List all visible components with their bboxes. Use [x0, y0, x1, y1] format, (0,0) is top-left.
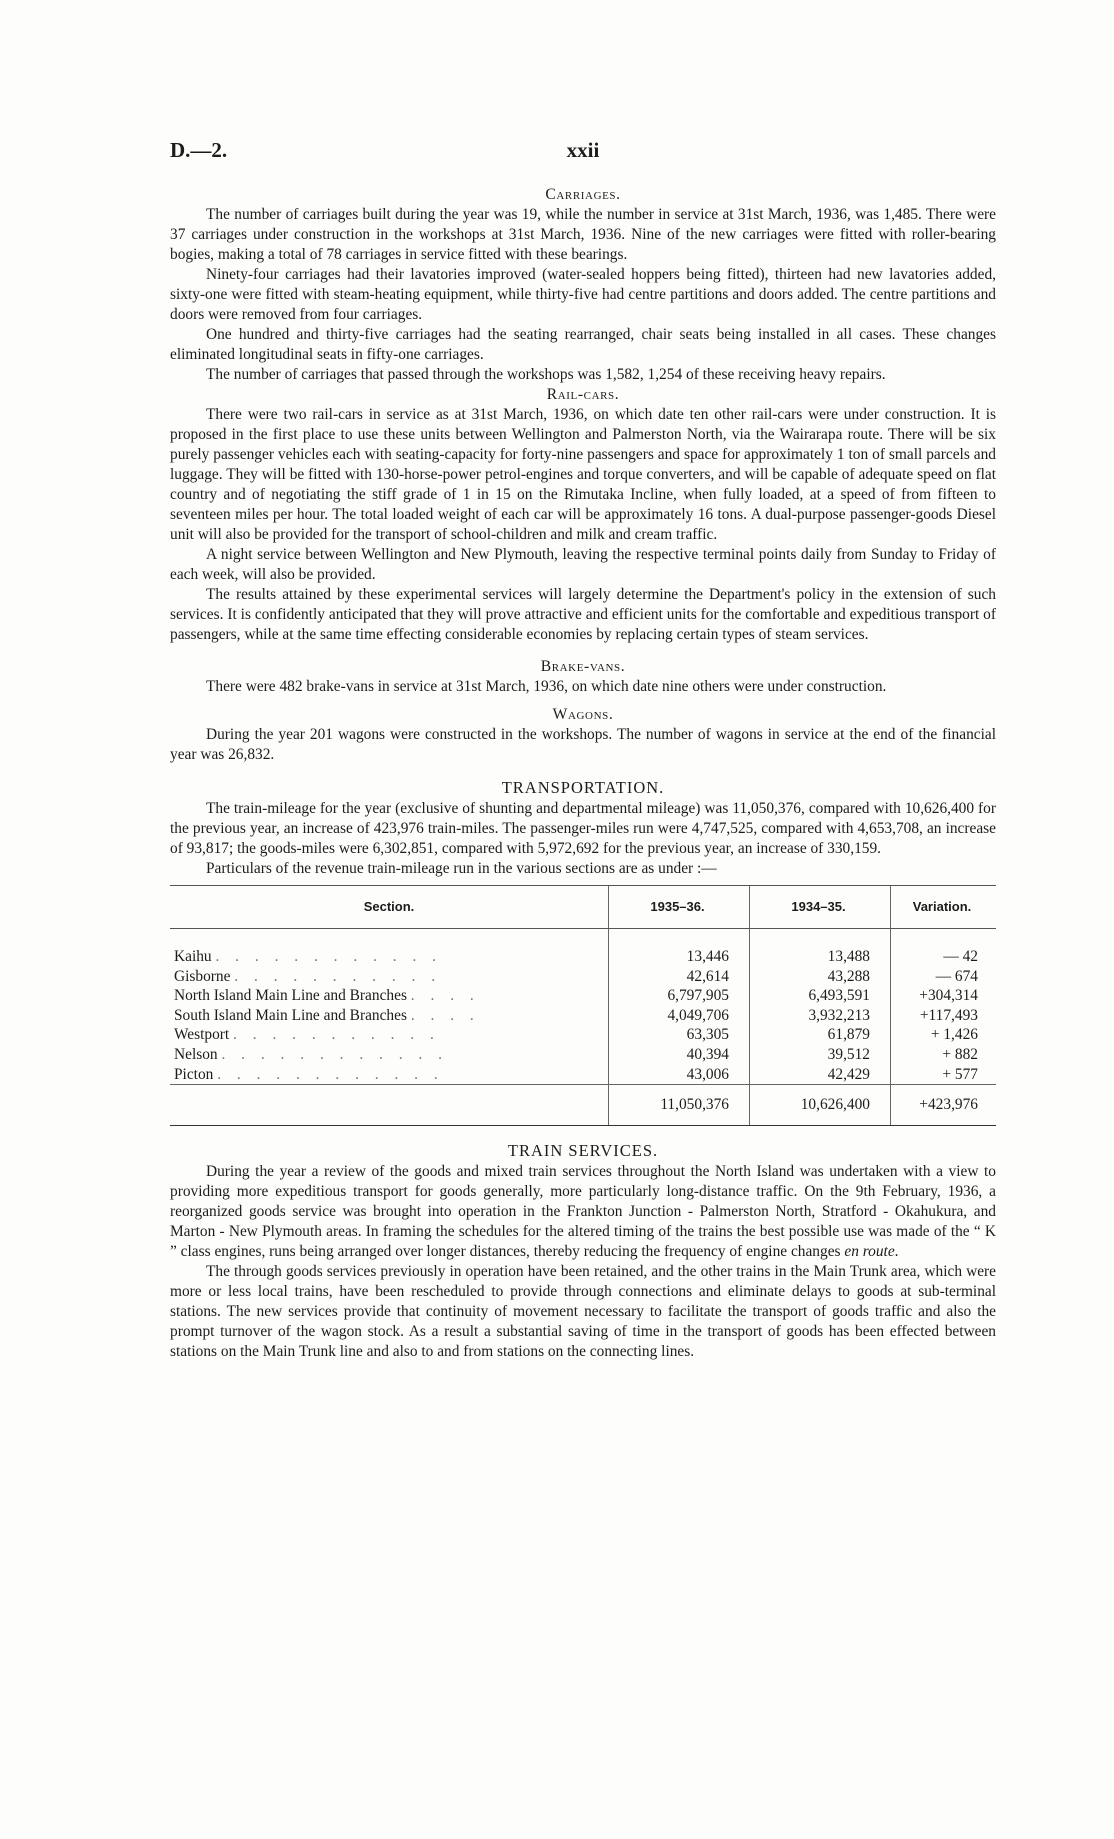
- wagons-paragraph: During the year 201 wagons were constructed in the workshops. The number of wagons in service at the end of the financial year was 26,832.: [170, 726, 996, 763]
- value-1935-36: 13,446: [609, 947, 750, 967]
- train-services-paragraph: The through goods services previously in operation have been retained, and the other trains in the Main Trunk area, which were more or less local trains, have been rescheduled to provide through connections and eliminate delays to goods at sub-terminal stations. The new services provide that continuity of movement necessary to facilitate the transport of goods traffic and also the prompt turnover of the wagon stock. As a result a substantial saving of time in the transport of goods has been effected between stations on the Main Trunk line and also to and from stations on the connecting lines.: [170, 1263, 996, 1361]
- carriages-paragraph: The number of carriages built during the year was 19, while the number in service at 31st March, 1936, was 1,485. There were 37 carriages under construction in the workshops at 31st March, 1936. Nine of the new carriages were fitted with roller-bearing bogies, making a total of 78 carriages in service fitted with these bearings.: [170, 206, 996, 263]
- value-1934-35: 6,493,591: [750, 986, 891, 1006]
- page-number: xxii: [566, 138, 600, 162]
- column-header-variation: Variation.: [891, 886, 997, 929]
- carriages-paragraph: Ninety-four carriages had their lavatories improved (water-sealed hoppers being fitted), thirteen had new lavatories added, sixty-one were fitted with steam-heating equipment, while thirty-five had centre partitions and doors added. The centre partitions and doors were removed from four carriages.: [170, 266, 996, 323]
- transportation-paragraph: The train-mileage for the year (exclusive of shunting and departmental mileage) was 11,050,376, compared with 10,626,400 for the previous year, an increase of 423,976 train-miles. The passenger-miles run were 4,747,525, compared with 4,653,708, an increase of 93,817; the goods-miles were 6,302,851, compared with 5,972,692 for the previous year, an increase of 330,159.: [170, 800, 996, 857]
- brakevans-heading: Brake-vans.: [540, 658, 626, 675]
- carriages-heading: Carriages.: [545, 186, 621, 203]
- column-header-1934-35: 1934–35.: [750, 886, 891, 929]
- value-variation: + 882: [891, 1045, 997, 1065]
- table-header-row: [170, 886, 996, 929]
- train-services-paragraph: During the year a review of the goods and mixed train services throughout the North Island was undertaken with a view to providing more expeditious transport for goods generally, more particularly long-distance traffic. On the 9th February, 1936, a reorganized goods service was brought into operation in the Frankton Junction - Palmerston North, Stratford - Okahukura, and Marton - New Plymouth areas. In framing the schedules for the altered timing of the trains the best possible use was made of the “ K ” class engines, runs being arranged over longer distances, thereby reducing the frequency of engine changes en route.: [170, 1163, 996, 1261]
- table-row: South Island Main Line and Branches . . . . 4,049,706 3,932,213 +117,493: [170, 1006, 996, 1026]
- table-row: Westport . . . . . . . . . . . 63,305 61,879 + 1,426: [170, 1025, 996, 1045]
- italic-phrase: en route: [844, 1243, 895, 1261]
- section-name: Kaihu: [174, 948, 212, 965]
- transportation-paragraph: Particulars of the revenue train-mileage run in the various sections are as under :—: [206, 860, 717, 877]
- page-header: [170, 138, 996, 168]
- value-1935-36: 63,305: [609, 1025, 750, 1045]
- carriages-paragraph: The number of carriages that passed through the workshops was 1,582, 1,254 of these receiving heavy repairs.: [206, 366, 886, 383]
- value-variation: + 1,426: [891, 1025, 997, 1045]
- value-variation: — 674: [891, 967, 997, 987]
- railcars-paragraph: The results attained by these experimental services will largely determine the Department's policy in the extension of such services. It is confidently anticipated that they will prove attractive and efficient units for the comfortable and expeditious transport of passengers, while at the same time effecting considerable economies by replacing certain types of steam services.: [170, 586, 996, 643]
- value-1935-36: 43,006: [609, 1065, 750, 1085]
- value-variation: +304,314: [891, 986, 997, 1006]
- section-name: North Island Main Line and Branches: [174, 987, 407, 1005]
- section-name: Westport: [174, 1026, 230, 1044]
- wagons-heading: Wagons.: [552, 706, 614, 723]
- train-mileage-table: [170, 885, 996, 1126]
- total-variation: +423,976: [891, 1085, 997, 1126]
- railcars-heading: Rail-cars.: [546, 386, 620, 403]
- value-1935-36: 42,614: [609, 967, 750, 987]
- table-spacer-row: [170, 929, 996, 948]
- value-variation: + 577: [891, 1065, 997, 1085]
- table-total-row: [170, 1085, 996, 1126]
- brakevans-paragraph: There were 482 brake-vans in service at 31st March, 1936, on which date nine others were under construction.: [206, 678, 887, 695]
- value-1934-35: 61,879: [750, 1025, 891, 1045]
- value-1934-35: 43,288: [750, 967, 891, 987]
- railcars-paragraph: There were two rail-cars in service as at 31st March, 1936, on which date ten other rail-cars were under construction. It is proposed in the first place to use these units between Wellington and Palmerston North, via the Wairarapa route. There will be six purely passenger vehicles each with seating-capacity for forty-nine passengers and space for approximately 1 ton of small parcels and luggage. They will be fitted with 130-horse-power petrol-engines and torque converters, and will be capable of adequate speed on flat country and of negotiating the stiff grade of 1 in 15 on the Rimutaka Incline, when fully loaded, at a speed of from fifteen to seventeen miles per hour. The total loaded weight of each car will be approximately 16 tons. A dual-purpose passenger-goods Diesel unit will also be provided for the transport of school-children and milk and cream traffic.: [170, 406, 996, 543]
- column-header-section: Section.: [170, 886, 609, 929]
- table-row: Nelson . . . . . . . . . . . . 40,394 39,512 + 882: [170, 1045, 996, 1065]
- value-1934-35: 39,512: [750, 1045, 891, 1065]
- section-name: Gisborne: [174, 967, 231, 985]
- value-1935-36: 40,394: [609, 1045, 750, 1065]
- page-body: [170, 185, 996, 1362]
- value-1935-36: 6,797,905: [609, 986, 750, 1006]
- value-variation: +117,493: [891, 1006, 997, 1026]
- value-1934-35: 42,429: [750, 1065, 891, 1085]
- section-name: Picton: [174, 1065, 214, 1083]
- table-row: Kaihu . . . . . . . . . . . . 13,446 13,488 — 42: [170, 947, 996, 967]
- value-1935-36: 4,049,706: [609, 1006, 750, 1026]
- total-1934-35: 10,626,400: [750, 1085, 891, 1126]
- table-row: Gisborne . . . . . . . . . . . 42,614 43,288 — 674: [170, 967, 996, 987]
- value-1934-35: 3,932,213: [750, 1006, 891, 1026]
- section-name: Nelson: [174, 1045, 218, 1063]
- transportation-heading: TRANSPORTATION.: [501, 778, 665, 797]
- value-variation: — 42: [891, 947, 997, 967]
- table-row: Picton . . . . . . . . . . . . 43,006 42,429 + 577: [170, 1065, 996, 1085]
- table-row: North Island Main Line and Branches . . . . 6,797,905 6,493,591 +304,314: [170, 986, 996, 1006]
- report-reference: D.—2.: [170, 138, 228, 162]
- section-name: South Island Main Line and Branches: [174, 1006, 407, 1024]
- railcars-paragraph: A night service between Wellington and New Plymouth, leaving the respective terminal points daily from Sunday to Friday of each week, will also be provided.: [170, 546, 996, 583]
- value-1934-35: 13,488: [750, 947, 891, 967]
- total-1935-36: 11,050,376: [609, 1085, 750, 1126]
- carriages-paragraph: One hundred and thirty-five carriages had the seating rearranged, chair seats being installed in all cases. These changes eliminated longitudinal seats in fifty-one carriages.: [170, 326, 996, 363]
- train-services-heading: TRAIN SERVICES.: [507, 1141, 659, 1161]
- column-header-1935-36: 1935–36.: [609, 886, 750, 929]
